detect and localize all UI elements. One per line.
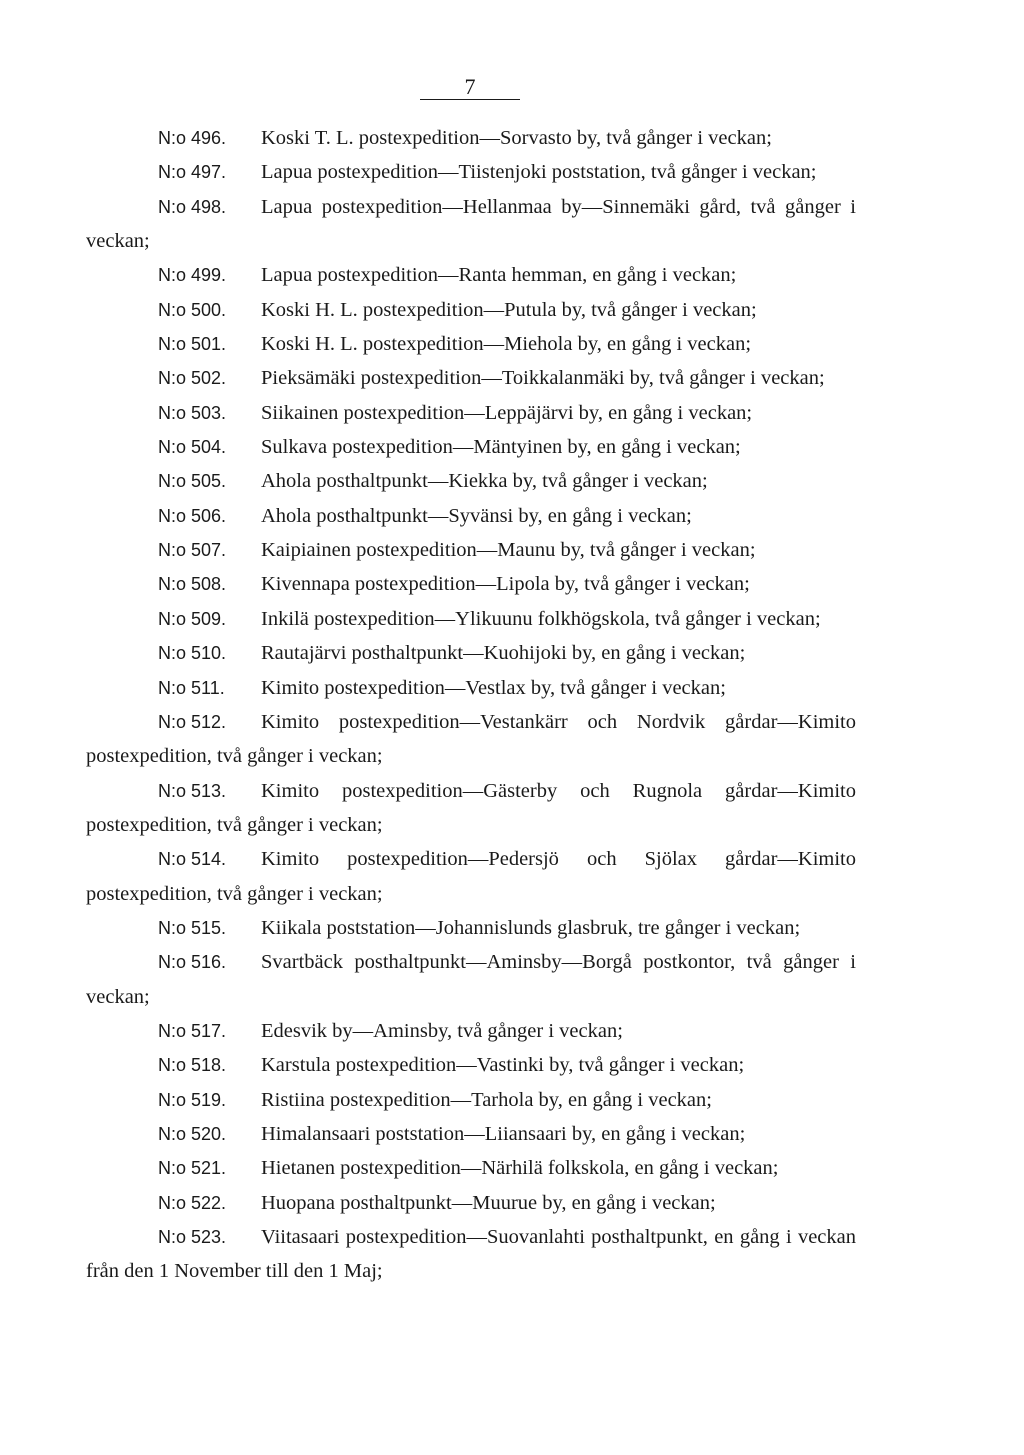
- entry-501: [86, 327, 856, 361]
- entry-text: Viitasaari postexpedition—Suovanlahti posthaltpunkt, en gång i veckan från den 1 November till den 1 Maj;: [86, 1226, 856, 1283]
- entry-text: Lapua postexpedition—Tiistenjoki poststation, två gånger i veckan;: [261, 161, 817, 184]
- entry-number: N:o 497.: [158, 162, 227, 183]
- entry-514: [86, 842, 856, 911]
- entry-text: Ristiina postexpedition—Tarhola by, en gång i veckan;: [261, 1088, 712, 1111]
- entry-text: Kimito postexpedition—Gästerby och Rugnola gårdar—Kimito postexpedition, två gånger i veckan;: [86, 779, 856, 836]
- entry-505: [86, 464, 856, 498]
- entry-number: N:o 514.: [158, 849, 227, 870]
- entry-number: N:o 518.: [158, 1055, 227, 1076]
- entry-520: [86, 1117, 856, 1151]
- entry-513: [86, 774, 856, 843]
- entry-number: N:o 500.: [158, 299, 227, 320]
- entry-text: Kivennapa postexpedition—Lipola by, två gånger i veckan;: [261, 573, 750, 596]
- entry-text: Lapua postexpedition—Hellanmaa by—Sinnemäki gård, två gånger i veckan;: [86, 195, 856, 253]
- entry-504: [86, 430, 856, 464]
- entry-number: N:o 501.: [158, 334, 227, 355]
- entry-text: Koski H. L. postexpedition—Mieholа by, en gång i veckan;: [261, 333, 752, 356]
- entry-500: [86, 293, 856, 327]
- entry-number: N:o 505.: [158, 471, 227, 492]
- entry-523: [86, 1220, 856, 1289]
- entry-number: N:o 509.: [158, 608, 227, 629]
- entry-519: [86, 1083, 856, 1117]
- entry-number: N:o 517.: [158, 1020, 227, 1041]
- entry-512: [86, 705, 856, 774]
- entry-text: Huopana posthaltpunkt—Muurue by, en gång i veckan;: [261, 1191, 716, 1214]
- entry-number: N:o 510.: [158, 643, 227, 664]
- entry-496: [86, 121, 856, 155]
- entry-text: Rautajärvi posthaltpunkt—Kuohijoki by, en gång i veckan;: [261, 642, 746, 665]
- entry-text: Himalansaari poststation—Liiansaari by, en gång i veckan;: [261, 1122, 746, 1145]
- entry-506: [86, 499, 856, 533]
- entry-text: Siikainen postexpedition—Leppäjärvi by, en gång i veckan;: [261, 401, 753, 424]
- entry-text: Sulkava postexpedition—Mäntyinen by, en gång i veckan;: [261, 436, 741, 459]
- entry-503: [86, 396, 856, 430]
- entry-521: [86, 1151, 856, 1185]
- entry-text: Lapua postexpedition—Ranta hemman, en gång i veckan;: [261, 264, 737, 287]
- entry-text: Kaipiainen postexpedition—Maunu by, två gånger i veckan;: [261, 539, 756, 562]
- entry-text: Koski T. L. postexpedition—Sorvasto by, två gånger i veckan;: [261, 127, 772, 149]
- entry-number: N:o 515.: [158, 917, 227, 938]
- entry-number: N:o 498.: [158, 196, 227, 217]
- entry-text: Koski H. L. postexpedition—Putula by, två gånger i veckan;: [261, 298, 757, 321]
- entry-text: Ahola posthaltpunkt—Kiekka by, två gånger i veckan;: [261, 470, 708, 493]
- entry-number: N:o 520.: [158, 1123, 227, 1144]
- entry-number: N:o 513.: [158, 780, 227, 801]
- entry-text: Kimito postexpedition—Vestlax by, två gånger i veckan;: [261, 676, 726, 699]
- entry-number: N:o 504.: [158, 437, 227, 458]
- entry-510: [86, 636, 856, 670]
- entry-text: Kiikala poststation—Johannislunds glasbruk, tre gånger i veckan;: [261, 916, 801, 939]
- entry-517: [86, 1014, 856, 1048]
- entry-text: Kimito postexpedition—Pedersjö och Sjölax gårdar—Kimito postexpedition, två gånger i veckan;: [86, 848, 856, 905]
- page-number: 7: [464, 74, 476, 99]
- entry-number: N:o 507.: [158, 540, 227, 561]
- entry-text: Kimito postexpedition—Vestankärr och Nordvik gårdar—Kimito postexpedition, två gånger i veckan;: [86, 710, 856, 768]
- entry-number: N:o 522.: [158, 1192, 227, 1213]
- entry-number: N:o 511.: [158, 677, 225, 698]
- entry-516: [86, 945, 856, 1014]
- entry-497: [86, 155, 856, 189]
- entry-text: Hietanen postexpedition—Närhilä folkskola, en gång i veckan;: [261, 1157, 779, 1180]
- entry-522: [86, 1186, 856, 1220]
- entry-number: N:o 503.: [158, 402, 227, 423]
- entry-text: Pieksämäki postexpedition—Toikkalanmäki by, två gånger i veckan;: [261, 367, 825, 390]
- entry-515: [86, 911, 856, 945]
- entry-number: N:o 499.: [158, 265, 227, 286]
- entry-text: Edesvik by—Aminsby, två gånger i veckan;: [261, 1019, 623, 1042]
- entry-508: [86, 567, 856, 601]
- entry-498: [86, 190, 856, 259]
- entry-text: Inkilä postexpedition—Ylikuunu folkhögskola, två gånger i veckan;: [261, 607, 821, 630]
- entry-number: N:o 502.: [158, 368, 227, 389]
- entry-499: [86, 258, 856, 292]
- entry-text: Karstula postexpedition—Vastinki by, två gånger i veckan;: [261, 1054, 745, 1077]
- entry-number: N:o 512.: [158, 711, 227, 732]
- entry-number: N:o 506.: [158, 505, 227, 526]
- entry-507: [86, 533, 856, 567]
- entry-number: N:o 519.: [158, 1089, 227, 1110]
- entry-number: N:o 508.: [158, 574, 227, 595]
- entry-number: N:o 516.: [158, 952, 227, 973]
- entry-number: N:o 521.: [158, 1158, 227, 1179]
- entry-518: [86, 1048, 856, 1082]
- entry-text: Ahola posthaltpunkt—Syvänsi by, en gång i veckan;: [261, 504, 692, 527]
- entry-list: [86, 121, 856, 1289]
- entry-511: [86, 671, 856, 705]
- entry-number: N:o 523.: [158, 1227, 227, 1247]
- entry-number: N:o 496.: [158, 128, 227, 148]
- entry-502: [86, 361, 856, 395]
- entry-text: Svartbäck posthaltpunkt—Aminsby—Borgå postkontor, två gånger i veckan;: [86, 951, 856, 1008]
- page-number-rule: [420, 99, 520, 100]
- entry-509: [86, 602, 856, 636]
